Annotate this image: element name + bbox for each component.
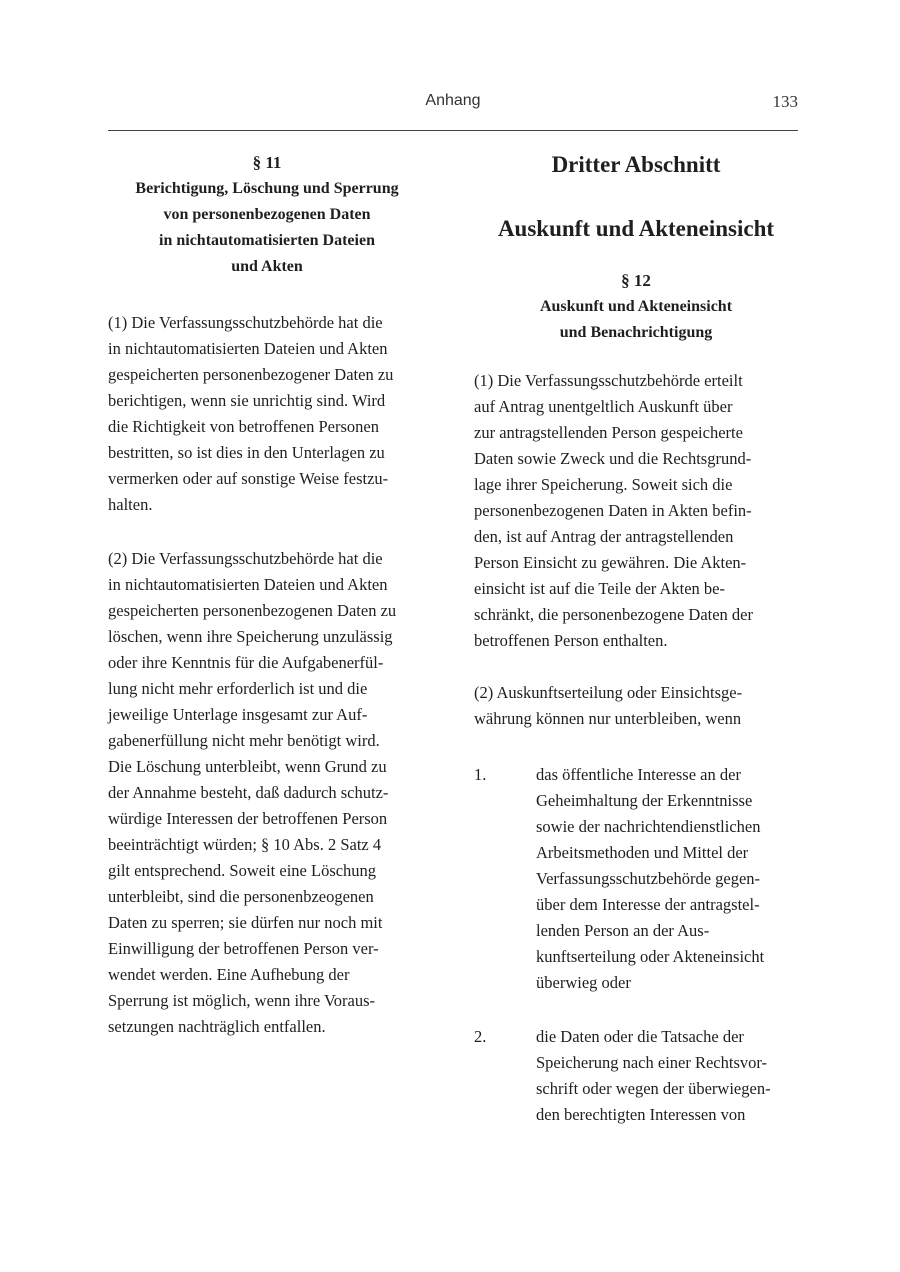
- text-line: einsicht ist auf die Teile der Akten be-: [474, 579, 726, 598]
- text-line: Arbeitsmethoden und Mittel der: [536, 843, 749, 862]
- text-line: den berechtigten Interessen von: [536, 1105, 746, 1124]
- text-line: Speicherung nach einer Rechtsvor-: [536, 1053, 768, 1072]
- section-12-number: § 12: [621, 271, 651, 290]
- section-11-paragraph-2: [108, 546, 426, 1040]
- text-line: währung können nur unterbleiben, wenn: [474, 709, 742, 728]
- part-subtitle: Auskunft und Akteneinsicht: [497, 216, 775, 241]
- title-line: Berichtigung, Löschung und Sperrung: [135, 180, 399, 197]
- text-line: die Richtigkeit von betroffenen Personen: [108, 417, 379, 436]
- text-line: überwieg oder: [536, 973, 631, 992]
- text-line: lung nicht mehr erforderlich ist und die: [108, 679, 368, 698]
- section-12-paragraph-2: [474, 680, 798, 732]
- text-line: Geheimhaltung der Erkenntnisse: [536, 791, 753, 810]
- list-item-1: [474, 762, 798, 996]
- text-line: kunftserteilung oder Akteneinsicht: [536, 947, 765, 966]
- text-line: Die Löschung unterbleibt, wenn Grund zu: [108, 757, 387, 776]
- text-line: Einwilligung der betroffenen Person ver-: [108, 939, 379, 958]
- text-line: oder ihre Kenntnis für die Aufgabenerfül-: [108, 653, 384, 672]
- text-line: das öffentliche Interesse an der: [536, 765, 741, 784]
- section-12-paragraph-1: [474, 368, 798, 654]
- text-line: beeinträchtigt würden; § 10 Abs. 2 Satz 4: [108, 835, 382, 854]
- text-line: der Annahme besteht, daß dadurch schutz-: [108, 783, 389, 802]
- text-line: Daten sowie Zweck und die Rechtsgrund-: [474, 449, 752, 468]
- text-line: über dem Interesse der antragstel-: [536, 895, 760, 914]
- text-line: vermerken oder auf sonstige Weise festzu-: [108, 469, 389, 488]
- title-line: von personenbezogenen Daten: [163, 206, 371, 223]
- title-line: und Akten: [231, 258, 303, 275]
- text-line: berichtigen, wenn sie unrichtig sind. Wird: [108, 391, 386, 410]
- list-number: 2.: [474, 1027, 487, 1046]
- text-line: Person Einsicht zu gewähren. Die Akten-: [474, 553, 747, 572]
- list-item-2: [474, 1024, 798, 1128]
- text-line: halten.: [108, 495, 153, 514]
- text-line: betroffenen Person enthalten.: [474, 631, 668, 650]
- text-line: gespeicherten personenbezogener Daten zu: [108, 365, 394, 384]
- text-line: gabenerfüllung nicht mehr benötigt wird.: [108, 731, 380, 750]
- text-line: in nichtautomatisierten Dateien und Akten: [108, 575, 388, 594]
- text-line: gespeicherten personenbezogenen Daten zu: [108, 601, 397, 620]
- text-line: löschen, wenn ihre Speicherung unzulässig: [108, 627, 393, 646]
- section-11-paragraph-1: [108, 310, 426, 518]
- part-title: Dritter Abschnitt: [551, 152, 721, 177]
- text-line: Sperrung ist möglich, wenn ihre Voraus-: [108, 991, 376, 1010]
- text-line: schrift oder wegen der überwiegen-: [536, 1079, 771, 1098]
- right-column: [474, 150, 798, 1128]
- text-line: (1) Die Verfassungsschutzbehörde erteilt: [474, 371, 743, 390]
- text-line: (1) Die Verfassungsschutzbehörde hat die: [108, 313, 383, 332]
- text-line: (2) Auskunftserteilung oder Einsichtsge-: [474, 683, 743, 702]
- text-line: zur antragstellenden Person gespeicherte: [474, 423, 743, 442]
- text-line: (2) Die Verfassungsschutzbehörde hat die: [108, 549, 383, 568]
- text-line: setzungen nachträglich entfallen.: [108, 1017, 326, 1036]
- text-line: personenbezogenen Daten in Akten befin-: [474, 501, 752, 520]
- text-line: wendet werden. Eine Aufhebung der: [108, 965, 350, 984]
- title-line: Auskunft und Akteneinsicht: [539, 298, 733, 315]
- text-line: schränkt, die personenbezogene Daten der: [474, 605, 754, 624]
- header-rule: [108, 130, 798, 131]
- list-number: 1.: [474, 765, 487, 784]
- text-line: würdige Interessen der betroffenen Person: [108, 809, 388, 828]
- text-line: lage ihrer Speicherung. Soweit sich die: [474, 475, 733, 494]
- text-line: lenden Person an der Aus-: [536, 921, 710, 940]
- section-11-number: § 11: [252, 153, 282, 172]
- text-line: jeweilige Unterlage insgesamt zur Auf-: [108, 705, 368, 724]
- text-line: sowie der nachrichtendienstlichen: [536, 817, 761, 836]
- page-number: 133: [772, 92, 798, 111]
- text-line: gilt entsprechend. Soweit eine Löschung: [108, 861, 377, 880]
- text-line: unterbleibt, sind die personenbzeogenen: [108, 887, 374, 906]
- page-header: [108, 92, 798, 118]
- text-line: auf Antrag unentgeltlich Auskunft über: [474, 397, 733, 416]
- left-column: [108, 150, 426, 1040]
- section-11-title: [108, 176, 426, 280]
- text-line: in nichtautomatisierten Dateien und Akten: [108, 339, 388, 358]
- running-head: Anhang: [425, 92, 481, 109]
- section-12-title: [474, 294, 798, 346]
- text-line: Verfassungsschutzbehörde gegen-: [536, 869, 761, 888]
- title-line: in nichtautomatisierten Dateien: [159, 232, 375, 249]
- title-line: und Benachrichtigung: [559, 324, 713, 341]
- text-line: bestritten, so ist dies in den Unterlagen zu: [108, 443, 385, 462]
- text-line: die Daten oder die Tatsache der: [536, 1027, 744, 1046]
- text-line: Daten zu sperren; sie dürfen nur noch mit: [108, 913, 383, 932]
- text-line: den, ist auf Antrag der antragstellenden: [474, 527, 734, 546]
